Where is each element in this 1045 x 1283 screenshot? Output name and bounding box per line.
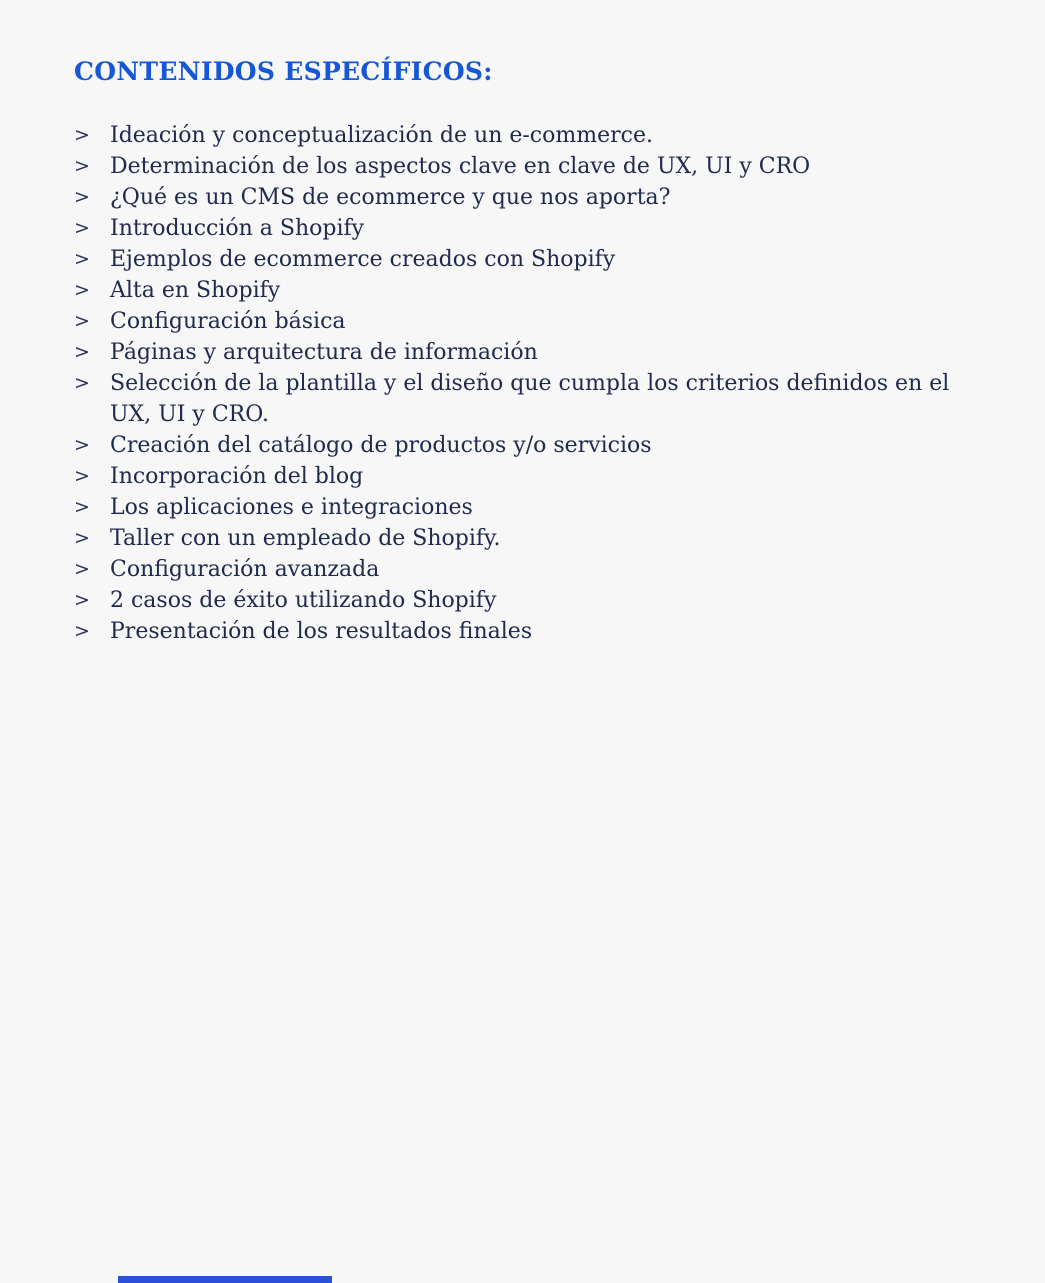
list-item-text: Ejemplos de ecommerce creados con Shopify	[110, 247, 616, 272]
chevron-bullet-icon: >	[74, 341, 90, 363]
chevron-bullet-icon: >	[74, 124, 90, 146]
chevron-bullet-icon: >	[74, 279, 90, 301]
list-item-text: Ideación y conceptualización de un e-commerce.	[110, 123, 653, 148]
list-item	[74, 337, 964, 368]
list-item	[74, 461, 964, 492]
list-item-text: Introducción a Shopify	[110, 216, 365, 241]
list-item	[74, 492, 964, 523]
chevron-bullet-icon: >	[74, 589, 90, 611]
chevron-bullet-icon: >	[74, 217, 90, 239]
list-item-text: Los aplicaciones e integraciones	[110, 495, 473, 520]
chevron-bullet-icon: >	[74, 248, 90, 270]
chevron-bullet-icon: >	[74, 434, 90, 456]
list-item	[74, 275, 964, 306]
list-item-text: Selección de la plantilla y el diseño que cumpla los criterios definidos en el UX, UI y CRO.	[110, 371, 950, 427]
list-item-text: ¿Qué es un CMS de ecommerce y que nos aporta?	[110, 185, 671, 210]
list-item-text: Configuración básica	[110, 309, 346, 334]
chevron-bullet-icon: >	[74, 372, 90, 394]
list-item	[74, 306, 964, 337]
list-item	[74, 182, 964, 213]
list-item	[74, 585, 964, 616]
chevron-bullet-icon: >	[74, 527, 90, 549]
contents-list	[74, 120, 964, 647]
list-item-text: 2 casos de éxito utilizando Shopify	[110, 588, 497, 613]
list-item-text: Creación del catálogo de productos y/o servicios	[110, 433, 652, 458]
list-item-text: Alta en Shopify	[110, 278, 281, 303]
chevron-bullet-icon: >	[74, 465, 90, 487]
list-item-text: Presentación de los resultados finales	[110, 619, 533, 644]
list-item	[74, 554, 964, 585]
list-item	[74, 523, 964, 554]
list-item	[74, 368, 964, 430]
list-item	[74, 120, 964, 151]
list-item	[74, 244, 964, 275]
page-title: CONTENIDOS ESPECÍFICOS:	[74, 57, 493, 86]
chevron-bullet-icon: >	[74, 310, 90, 332]
chevron-bullet-icon: >	[74, 496, 90, 518]
list-item-text: Determinación de los aspectos clave en clave de UX, UI y CRO	[110, 154, 811, 179]
chevron-bullet-icon: >	[74, 155, 90, 177]
list-item-text: Configuración avanzada	[110, 557, 380, 582]
list-item-text: Páginas y arquitectura de información	[110, 340, 538, 365]
chevron-bullet-icon: >	[74, 620, 90, 642]
list-item-text: Incorporación del blog	[110, 464, 364, 489]
footer-accent-bar	[118, 1276, 332, 1283]
list-item-text: Taller con un empleado de Shopify.	[110, 526, 501, 551]
chevron-bullet-icon: >	[74, 186, 90, 208]
chevron-bullet-icon: >	[74, 558, 90, 580]
list-item	[74, 213, 964, 244]
list-item	[74, 430, 964, 461]
list-item	[74, 151, 964, 182]
list-item	[74, 616, 964, 647]
